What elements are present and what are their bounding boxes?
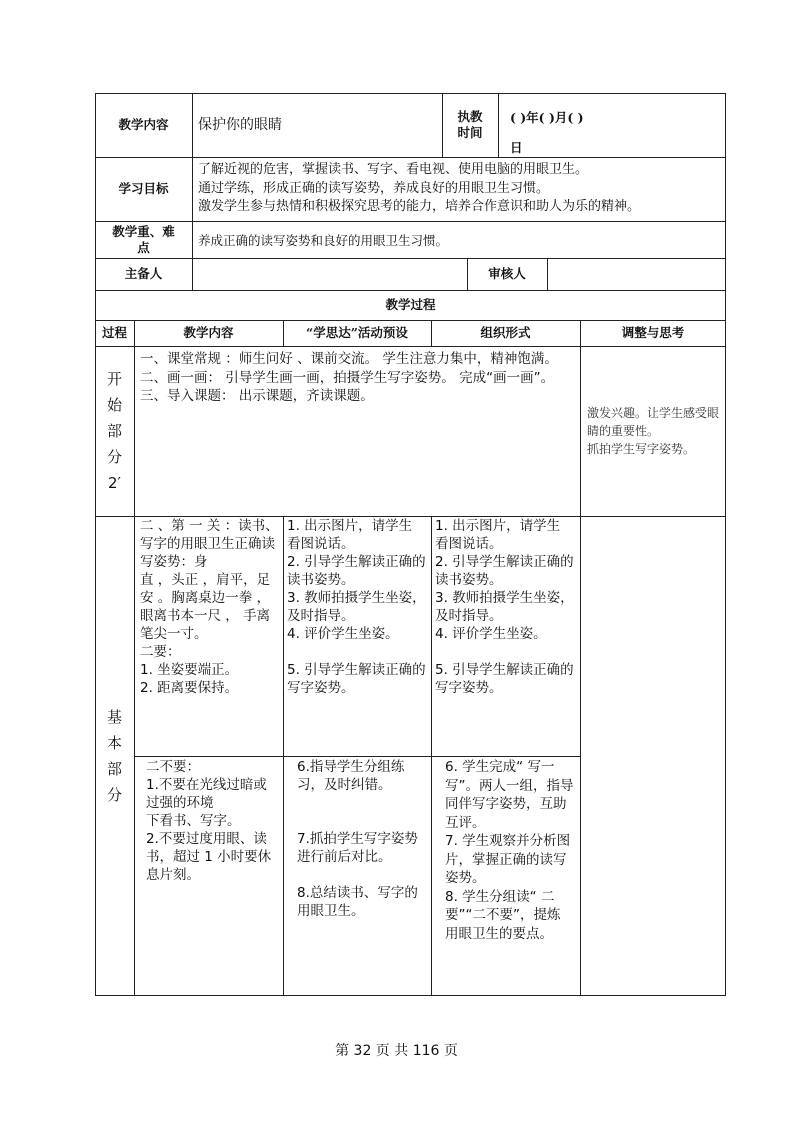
col-divider [498,93,499,157]
column-header-activity: “学思达”活动预设 [306,325,408,340]
reviewer-label: 审核人 [488,266,526,281]
goal-item: 通过学练，形成正确的读写姿势，养成良好的用眼卫生习惯。 [198,180,550,196]
start-section-reflection: 激发兴趣。让学生感受眼睛的重要性。 抓拍学生写字姿势。 [587,406,720,456]
column-header-form: 组织形式 [480,325,531,340]
col-divider [431,516,432,996]
col-divider [134,320,135,996]
preparer-label: 主备人 [124,266,163,281]
process-title: 教学过程 [385,297,436,312]
col-divider [283,516,284,996]
basic-lower-form: 6. 学生完成“ 写一写”。两人一组，指导同伴写字姿势，互助互评。 7. 学生观察并分析图片，掌握正确的读写姿势。 8. 学生分组读“ 二要”“二不要”，提炼 用眼卫生的要点。 [445,759,574,942]
basic-upper-activity: 1. 出示图片，请学生 看图说话。 2. 引导学生解读正确的读书姿势。 3. 教师拍摄学生坐姿，及时指导。 4. 评价学生坐姿。 5. 引导学生解读正确的写字姿势。 [287,518,426,696]
content-label: 教学内容 [118,117,169,132]
start-section-content: 一、课堂常规 ：师生问好 、课前交流。 学生注意力集中，精神饱满。 二、画一画： 引导学生画一画，拍摄学生写字姿势。 完成“画一画”。 三、导入课题： 出示课题，齐读课题。 [140,351,558,404]
time-label: 执教 时间 [457,109,483,140]
basic-lower-content: 二不要： 1.不要在光线过暗或过强的环境 下看书、写字。 2.不要过度用眼、读书，超过 1 小时要休息片刻。 [146,759,272,883]
basic-lower-activity: 6.指导学生分组练习，及时纠错。 7.抓拍学生写字姿势进行前后对比。 8.总结读书、写字的用眼卫生。 [297,759,418,919]
column-header-content: 教学内容 [183,325,234,340]
page-number: 第 32 页 共 116 页 [335,1043,458,1059]
goals-list [198,161,724,217]
focus-label: 教学重、难 点 [112,223,175,255]
column-header-stage: 过程 [101,325,127,340]
col-divider [192,93,193,290]
goal-item: 了解近视的危害，掌握读书、写字、看电视、使用电脑的用眼卫生。 [198,162,589,177]
column-header-reflection: 调整与思考 [621,325,685,340]
basic-upper-content: 二 、第 一 关 ：读书、 写字的用眼卫生正确读写姿势：身 直 ，头正 ，肩平，足 安 。胸离桌边一拳 ， 眼离书本一尺 ， 手离笔尖一寸。 二要： 1. 坐姿要端正。 2. 距离要保持。 [140,518,279,696]
start-section-label: 开 始 部 分 2′ [106,370,122,492]
content-value: 保护你的眼睛 [198,117,282,133]
focus-value: 养成正确的读写姿势和良好的用眼卫生习惯。 [198,233,449,248]
time-value: ( )年( )月( ) 日 [510,110,584,155]
row-divider [95,346,726,347]
goals-label: 学习目标 [118,181,169,196]
basic-upper-form: 1. 出示图片，请学生 看图说话。 2. 引导学生解读正确的读书姿势。 3. 教师拍摄学生坐姿，及时指导。 4. 评价学生坐姿。 5. 引导学生解读正确的写字姿势。 [435,518,574,696]
row-divider [134,756,580,757]
basic-section-label: 基 本 部 分 [106,708,122,804]
goal-item: 激发学生参与热情和积极探究思考的能力，培养合作意识和助人为乐的精神。 [198,199,641,214]
col-divider [580,320,581,996]
col-divider [547,258,548,290]
